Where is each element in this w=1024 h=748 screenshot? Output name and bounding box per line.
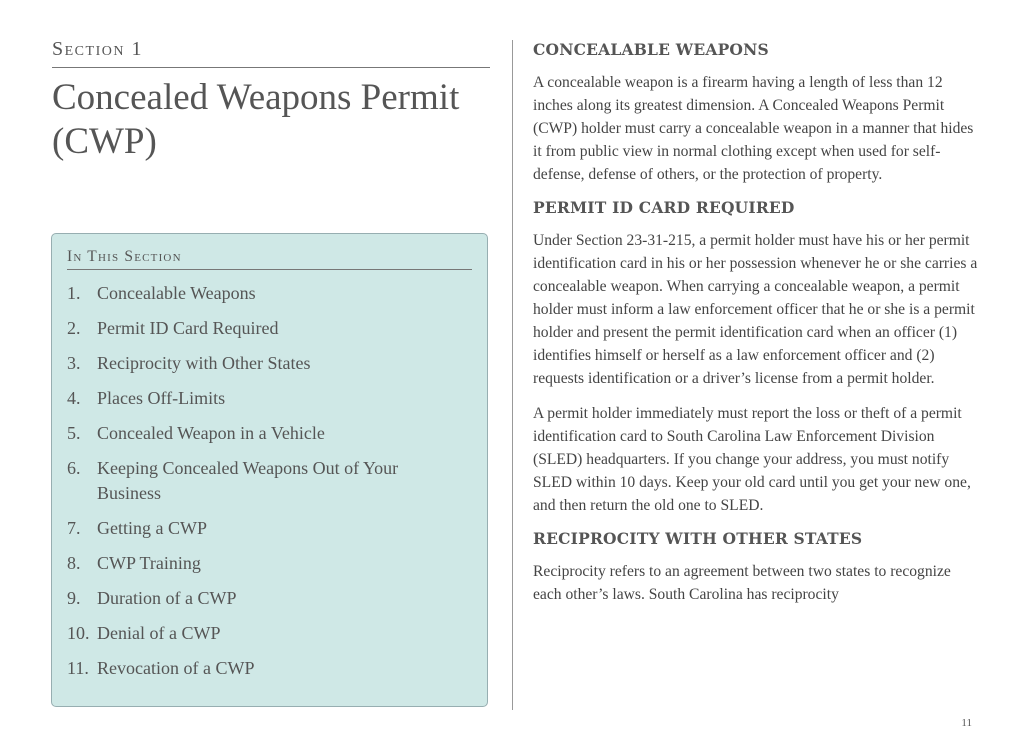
- section-label: Section 1: [52, 38, 490, 68]
- concealable-weapons-heading: CONCEALABLE WEAPONS: [533, 40, 769, 59]
- toc-item-text: Places Off-Limits: [97, 388, 226, 408]
- toc-item: [67, 316, 471, 341]
- right-column: [533, 40, 978, 618]
- toc-item-text: Reciprocity with Other States: [97, 353, 311, 373]
- permit-id-card-paragraph-2: A permit holder immediately must report the loss or theft of a permit identification card to South Carolina Law Enforcement Division (SLED) headquarters. If you change your address, you must notify SLED within 10 days. Keep your old card until you get your new one, and then return the old one to SLED.: [533, 405, 971, 514]
- concealable-weapons-paragraph: A concealable weapon is a firearm having a length of less than 12 inches along its greatest dimension. A Concealed Weapons Permit (CWP) holder must carry a concealable weapon in a manner that hides it from public view in normal clothing except when used for self-defense, defense of others, or the protection of property.: [533, 74, 974, 183]
- column-divider: [512, 40, 513, 710]
- toc-item-number: 10.: [67, 623, 90, 643]
- toc-item-number: 7.: [67, 518, 81, 538]
- toc-item-number: 11.: [67, 658, 89, 678]
- toc-item: [67, 621, 471, 646]
- toc-item-number: 3.: [67, 353, 81, 373]
- toc-item: [67, 586, 471, 611]
- toc-item-text: Revocation of a CWP: [97, 658, 255, 678]
- in-this-section-heading: In This Section: [67, 248, 472, 270]
- toc-item: [67, 351, 471, 376]
- toc-item-text: CWP Training: [97, 553, 201, 573]
- toc-item: [67, 386, 471, 411]
- reciprocity-heading: RECIPROCITY WITH OTHER STATES: [533, 529, 863, 548]
- toc-item-text: Concealable Weapons: [97, 283, 256, 303]
- toc-item-text: Getting a CWP: [97, 518, 207, 538]
- toc-item-number: 8.: [67, 553, 81, 573]
- toc-item-number: 6.: [67, 458, 81, 478]
- left-column: [52, 38, 490, 164]
- toc-item-text: Duration of a CWP: [97, 588, 237, 608]
- toc-item-number: 4.: [67, 388, 81, 408]
- toc-item-text: Permit ID Card Required: [97, 318, 279, 338]
- toc-item-text: Concealed Weapon in a Vehicle: [97, 423, 325, 443]
- page-title: Concealed Weapons Permit (CWP): [52, 77, 460, 162]
- toc-item: [67, 421, 471, 446]
- permit-id-card-paragraph-1: Under Section 23-31-215, a permit holder must have his or her permit identification card in his or her possession whenever he or she carries a concealable weapon. When carrying a concealable weapon, a permit holder must inform a law enforcement officer that he or she is a permit holder and present the permit identification card when an officer (1) identifies himself or herself as a law enforcement officer and (2) requests identification or a driver’s license from a permit holder.: [533, 232, 978, 387]
- toc-item-number: 5.: [67, 423, 81, 443]
- toc-item-number: 9.: [67, 588, 81, 608]
- toc-item: [67, 281, 471, 306]
- toc-item: [67, 656, 471, 681]
- in-this-section-box: [51, 233, 488, 707]
- reciprocity-paragraph: Reciprocity refers to an agreement between two states to recognize each other’s laws. South Carolina has reciprocity: [533, 563, 951, 603]
- toc-item-number: 1.: [67, 283, 81, 303]
- toc-item-text: Denial of a CWP: [97, 623, 221, 643]
- section-contents-list: [67, 281, 471, 681]
- toc-item: [67, 516, 471, 541]
- toc-item-text: Keeping Concealed Weapons Out of Your Business: [97, 458, 399, 503]
- toc-item: [67, 551, 471, 576]
- page-number: 11: [961, 717, 972, 729]
- permit-id-card-heading: PERMIT ID CARD REQUIRED: [533, 198, 795, 217]
- toc-item-number: 2.: [67, 318, 81, 338]
- toc-item: [67, 456, 471, 506]
